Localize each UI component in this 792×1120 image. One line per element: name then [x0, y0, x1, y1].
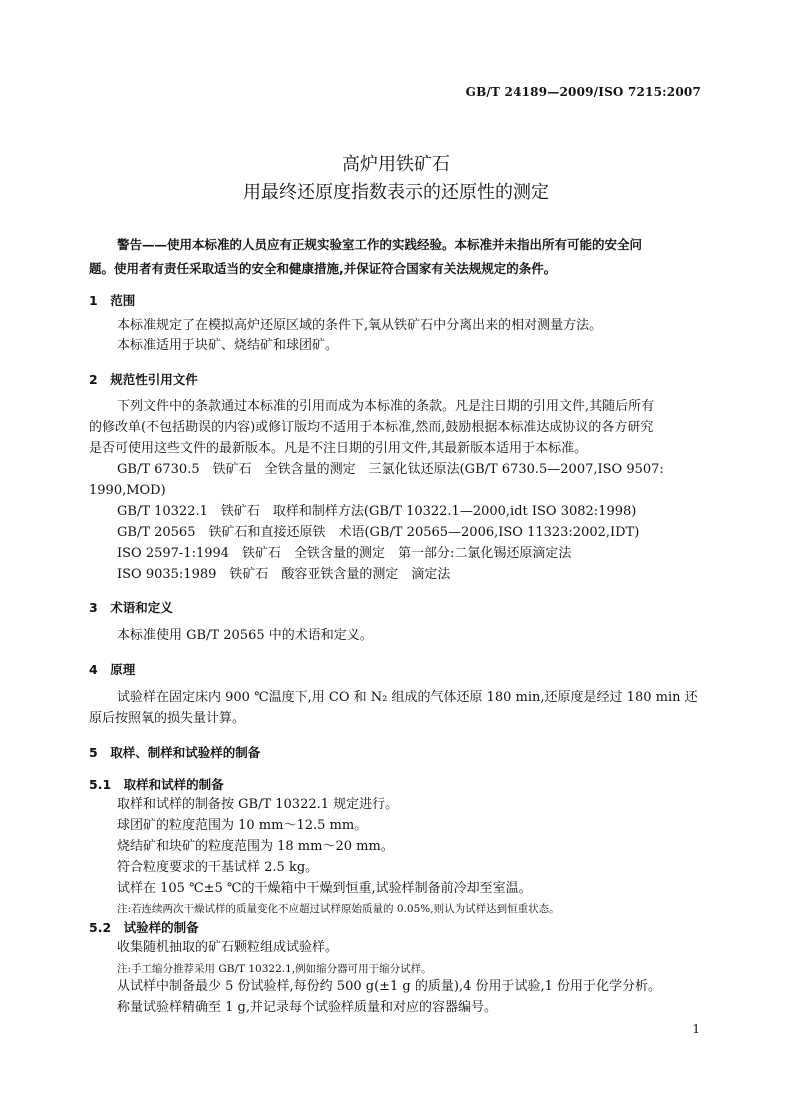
- section-1-p1: 本标准规定了在模拟高炉还原区域的条件下,氧从铁矿石中分离出来的相对测量方法。: [117, 318, 603, 333]
- section-5-2-p1: 收集随机抽取的矿石颗粒组成试验样。: [117, 940, 339, 955]
- reference-1-line1: GB/T 6730.5 铁矿石 全铁含量的测定 三氯化钛还原法(GB/T 6730.5—2007,ISO 9507:: [117, 462, 664, 477]
- reference-4: ISO 2597-1:1994 铁矿石 全铁含量的测定 第一部分:二氯化锡还原滴定法: [117, 546, 572, 561]
- section-5-2-p2: 从试样中制备最少 5 份试验样,每份约 500 g(±1 g 的质量),4 份用于试验,1 份用于化学分析。: [117, 979, 662, 994]
- section-5-1-heading: 5.1 取样和试样的制备: [89, 777, 224, 792]
- section-3-p1: 本标准使用 GB/T 20565 中的术语和定义。: [117, 628, 373, 643]
- reference-2: GB/T 10322.1 铁矿石 取样和制样方法(GB/T 10322.1—2000,idt ISO 3082:1998): [117, 504, 637, 519]
- section-4-heading: 4 原理: [89, 662, 136, 677]
- section-5-1-p5: 试样在 105 ℃±5 ℃的干燥箱中干燥到恒重,试验样制备前冷却至室温。: [117, 881, 532, 896]
- title-line2: 用最终还原度指数表示的还原性的测定: [243, 182, 549, 203]
- warning-line1: 警告——使用本标准的人员应有正规实验室工作的实践经验。本标准并未指出所有可能的安全问: [117, 237, 643, 252]
- section-2-heading: 2 规范性引用文件: [89, 372, 198, 387]
- section-4-p2: 原后按照氧的损失量计算。: [89, 711, 246, 726]
- section-1-heading: 1 范围: [89, 293, 136, 308]
- reference-5: ISO 9035:1989 铁矿石 酸容亚铁含量的测定 滴定法: [117, 567, 451, 582]
- section-2-intro-line3: 是否可使用这些文件的最新版本。凡是不注日期的引用文件,其最新版本适用于本标准。: [89, 441, 588, 456]
- section-2-intro-line2: 的修改单(不包括勘误的内容)或修订版均不适用于本标准,然而,鼓励根据本标准达成协议的各方研究: [89, 420, 654, 435]
- section-5-2-heading: 5.2 试验样的制备: [89, 920, 199, 935]
- title-line1: 高炉用铁矿石: [342, 154, 450, 175]
- standard-code: GB/T 24189—2009/ISO 7215:2007: [465, 85, 701, 99]
- section-5-heading: 5 取样、制样和试验样的制备: [89, 745, 261, 760]
- section-5-1-note: 注:若连续两次干燥试样的质量变化不应超过试样原始质量的 0.05%,则认为试样达到恒重状态。: [117, 903, 560, 915]
- section-5-2-note: 注:手工缩分推荐采用 GB/T 10322.1,例如缩分器可用于缩分试样。: [117, 963, 432, 975]
- section-5-2-p3: 称量试验样精确至 1 g,并记录每个试验样质量和对应的容器编号。: [117, 1000, 497, 1015]
- section-2-intro-line1: 下列文件中的条款通过本标准的引用而成为本标准的条款。凡是注日期的引用文件,其随后所有: [117, 399, 655, 414]
- section-3-heading: 3 术语和定义: [89, 600, 173, 615]
- section-5-1-p3: 烧结矿和块矿的粒度范围为 18 mm～20 mm。: [117, 839, 394, 854]
- reference-3: GB/T 20565 铁矿石和直接还原铁 术语(GB/T 20565—2006,ISO 11323:2002,IDT): [117, 525, 640, 540]
- section-5-1-p2: 球团矿的粒度范围为 10 mm～12.5 mm。: [117, 818, 368, 833]
- section-5-1-p4: 符合粒度要求的干基试样 2.5 kg。: [117, 860, 319, 875]
- section-5-1-p1: 取样和试样的制备按 GB/T 10322.1 规定进行。: [117, 797, 399, 812]
- warning-line2: 题。使用者有责任采取适当的安全和健康措施,并保证符合国家有关法规规定的条件。: [89, 261, 557, 276]
- reference-1-line2: 1990,MOD): [89, 483, 166, 498]
- section-1-p2: 本标准适用于块矿、烧结矿和球团矿。: [117, 338, 339, 353]
- page-number: 1: [692, 1022, 700, 1036]
- section-4-p1: 试验样在固定床内 900 ℃温度下,用 CO 和 N₂ 组成的气体还原 180 min,还原度是经过 180 min 还: [117, 690, 698, 705]
